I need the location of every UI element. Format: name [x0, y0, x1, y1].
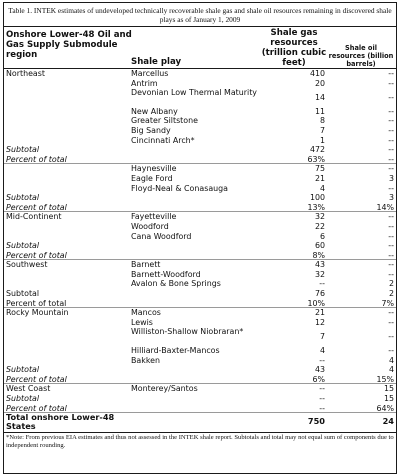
table-row	[4, 270, 396, 280]
row-region-cell: Percent of total	[6, 374, 67, 384]
row-oil-cell: 2	[388, 279, 394, 289]
row-gas-cell: 410	[309, 69, 325, 78]
row-gas-cell: --	[319, 394, 325, 403]
table-row	[4, 155, 396, 165]
row-gas-cell: 32	[314, 269, 325, 279]
table-row	[4, 318, 396, 328]
row-oil-cell: --	[388, 145, 394, 155]
row-oil-cell: --	[388, 241, 394, 251]
row-oil-cell: 15	[383, 394, 394, 403]
row-gas-cell: 11	[314, 106, 325, 116]
row-gas-cell: 21	[314, 308, 325, 318]
row-play-cell: Lewis	[131, 317, 153, 327]
row-oil-cell: 7%	[381, 298, 394, 308]
row-play-cell: Haynesville	[131, 164, 177, 174]
table-row	[4, 346, 396, 356]
row-gas-cell: 472	[309, 145, 325, 155]
row-gas-cell: 7	[319, 331, 325, 341]
row-oil-cell: --	[388, 69, 394, 78]
row-gas-cell: 6%	[312, 374, 325, 384]
row-play-cell: Eagle Ford	[131, 173, 173, 183]
row-gas-cell: 14	[314, 92, 325, 102]
row-region-cell: Subtotal	[6, 365, 40, 375]
row-gas-cell: 76	[314, 289, 325, 299]
row-oil-cell: 14%	[376, 202, 394, 212]
header-gas: Shale gas resources (trillion cubic feet)	[261, 28, 327, 68]
row-gas-cell: 13%	[307, 202, 325, 212]
row-play-cell: Cana Woodford	[131, 231, 192, 241]
table-row	[4, 365, 396, 375]
shale-resources-table	[3, 2, 397, 474]
table-row	[4, 251, 396, 261]
row-oil-cell: 15%	[376, 374, 394, 384]
row-region-cell: Rocky Mountain	[6, 308, 69, 318]
row-play-cell: Big Sandy	[131, 125, 171, 135]
row-play-cell: Cincinnati Arch*	[131, 135, 195, 145]
row-gas-cell: 10%	[307, 298, 325, 308]
row-oil-cell: --	[388, 106, 394, 116]
row-gas-cell: 20	[314, 78, 325, 88]
header-oil: Shale oil resources (billion barrels)	[328, 44, 394, 68]
row-play-cell: Barnett	[131, 260, 161, 270]
row-play-cell: Avalon & Bone Springs	[131, 279, 221, 289]
row-region-cell: Percent of total	[6, 202, 67, 212]
table-row	[4, 260, 396, 270]
table-row	[4, 279, 396, 289]
row-oil-cell: --	[388, 308, 394, 318]
table-row	[4, 308, 396, 318]
row-oil-cell: --	[388, 125, 394, 135]
row-oil-cell: 15	[383, 384, 394, 394]
row-region-cell: Percent of total	[6, 298, 67, 308]
row-gas-cell: 6	[319, 231, 325, 241]
row-gas-cell: 7	[319, 125, 325, 135]
table-row	[4, 174, 396, 184]
row-oil-cell: --	[388, 221, 394, 231]
row-region-cell: Subtotal	[6, 193, 40, 203]
table-row	[4, 232, 396, 242]
row-play-cell: Williston-Shallow Niobraran*	[131, 327, 244, 337]
row-region-cell: Subtotal	[6, 241, 40, 251]
row-gas-cell: --	[319, 384, 325, 394]
row-region-cell: Subtotal	[6, 289, 40, 299]
table-row	[4, 79, 396, 89]
row-gas-cell: --	[319, 403, 325, 413]
table-row	[4, 384, 396, 394]
row-oil-cell: 64%	[376, 403, 394, 413]
row-gas-cell: 60	[314, 241, 325, 251]
row-region-cell: Subtotal	[6, 145, 40, 155]
table-body	[4, 69, 396, 432]
row-oil-cell: --	[388, 346, 394, 356]
table-row	[4, 145, 396, 155]
row-oil-cell: --	[388, 331, 394, 341]
table-row	[4, 212, 396, 222]
row-gas-cell: 8	[319, 116, 325, 126]
table-row	[4, 88, 396, 107]
table-row	[4, 375, 396, 385]
row-oil-cell: 4	[388, 365, 394, 375]
row-oil-cell: --	[388, 317, 394, 327]
row-oil-cell: --	[388, 116, 394, 126]
row-gas-cell: 12	[314, 317, 325, 327]
row-play-cell: Monterey/Santos	[131, 384, 198, 394]
row-oil-cell: --	[388, 78, 394, 88]
row-oil-cell: --	[388, 269, 394, 279]
header-play: Shale play	[131, 57, 182, 67]
row-play-cell: Greater Siltstone	[131, 116, 198, 126]
row-gas-cell: 22	[314, 221, 325, 231]
row-play-cell: Antrim	[131, 78, 158, 88]
row-play-cell: Woodford	[131, 221, 169, 231]
row-oil-cell: --	[388, 260, 394, 270]
row-oil-cell: --	[388, 250, 394, 260]
table-row	[4, 203, 396, 213]
table-row	[4, 394, 396, 404]
row-play-cell: New Albany	[131, 106, 178, 116]
row-play-cell: Floyd-Neal & Conasauga	[131, 183, 229, 193]
table-row	[4, 241, 396, 251]
row-gas-cell: 63%	[307, 154, 325, 164]
row-region-cell: Southwest	[6, 260, 48, 270]
table-row	[4, 164, 396, 174]
row-gas-cell: 8%	[312, 250, 325, 260]
table-row	[4, 356, 396, 366]
row-oil-cell: --	[388, 164, 394, 174]
table-header	[4, 27, 396, 69]
row-gas-cell: 43	[314, 260, 325, 270]
row-region-cell: Percent of total	[6, 154, 67, 164]
row-play-cell: Hilliard-Baxter-Mancos	[131, 346, 220, 356]
table-row	[4, 126, 396, 136]
row-region-cell: Percent of total	[6, 403, 67, 413]
row-oil-cell: 4	[388, 355, 394, 365]
row-gas-cell: 32	[314, 212, 325, 222]
row-gas-cell: 43	[314, 365, 325, 375]
row-oil-cell: 2	[388, 289, 394, 299]
row-gas-cell: 21	[314, 173, 325, 183]
row-play-cell: Bakken	[131, 355, 160, 365]
row-oil-cell: 3	[388, 173, 394, 183]
row-region-cell: Total onshore Lower-48 States	[6, 412, 115, 432]
table-caption: Table 1. INTEK estimates of undeveloped technically recoverable shale gas and shale oil resources remaining in discovered shale plays as of January 1, 2009	[4, 3, 396, 27]
row-oil-cell: --	[388, 154, 394, 164]
row-oil-cell: --	[388, 92, 394, 102]
row-oil-cell: --	[388, 183, 394, 193]
row-gas-cell: --	[319, 355, 325, 365]
table-row	[4, 69, 396, 79]
table-footnote: *Note: From previous EIA estimates and thus not assessed in the INTEK shale report. Subtotals and total may not equal sum of components due to independent rounding.	[4, 432, 396, 452]
row-gas-cell: 1	[319, 135, 325, 145]
row-gas-cell: 4	[319, 346, 325, 356]
row-region-cell: Subtotal	[6, 394, 40, 403]
row-gas-cell: 75	[314, 164, 325, 174]
row-region-cell: Mid-Continent	[6, 212, 62, 222]
row-region-cell: Northeast	[6, 69, 45, 78]
row-play-cell: Fayetteville	[131, 212, 177, 222]
header-region: Onshore Lower-48 Oil and Gas Supply Submodule region	[6, 30, 132, 60]
row-oil-cell: 24	[382, 416, 394, 427]
row-region-cell: West Coast	[6, 384, 51, 394]
row-oil-cell: --	[388, 231, 394, 241]
row-oil-cell: --	[388, 212, 394, 222]
table-row	[4, 107, 396, 117]
row-play-cell: Devonian Low Thermal Maturity	[131, 88, 257, 98]
row-oil-cell: 3	[388, 193, 394, 203]
row-oil-cell: --	[388, 135, 394, 145]
table-row	[4, 222, 396, 232]
table-row	[4, 289, 396, 299]
table-row	[4, 193, 396, 203]
table-row	[4, 299, 396, 309]
row-gas-cell: --	[319, 279, 325, 289]
row-play-cell: Marcellus	[131, 69, 169, 78]
table-row	[4, 184, 396, 194]
row-gas-cell: 4	[319, 183, 325, 193]
row-gas-cell: 750	[307, 416, 325, 427]
table-row	[4, 413, 396, 432]
row-play-cell: Mancos	[131, 308, 161, 318]
table-row	[4, 116, 396, 126]
table-row	[4, 136, 396, 146]
row-gas-cell: 100	[309, 193, 325, 203]
table-row	[4, 327, 396, 346]
row-play-cell: Barnett-Woodford	[131, 269, 201, 279]
row-region-cell: Percent of total	[6, 250, 67, 260]
